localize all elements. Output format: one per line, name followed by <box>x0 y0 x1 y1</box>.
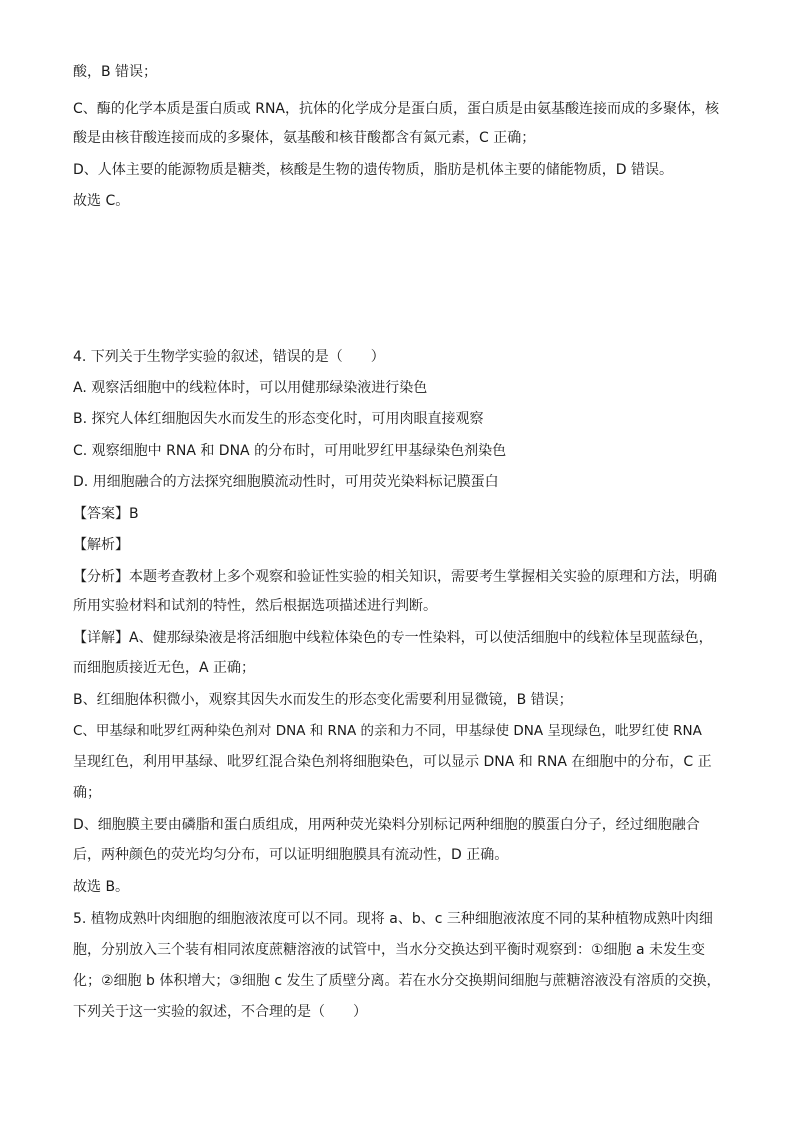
analysis-heading: 【解析】 <box>73 537 129 553</box>
text-line: 酸，B 错误； <box>73 64 158 80</box>
detail-text: 【详解】A、健那绿染液是将活细胞中线粒体染色的专一性染料，可以使活细胞中的线粒体呈现蓝绿色， <box>73 630 713 646</box>
detail-text: 后，两种颜色的荧光均匀分布，可以证明细胞膜具有流动性，D 正确。 <box>73 847 509 863</box>
question-stem: 化；②细胞 b 体积增大；③细胞 c 发生了质壁分离。若在水分交换期间细胞与蔗糖溶液没有溶质的交换， <box>73 973 721 989</box>
detail-text: D、细胞膜主要由磷脂和蛋白质组成，用两种荧光染料分别标记两种细胞的膜蛋白分子，经过细胞融合 <box>73 817 700 833</box>
analysis-text: 【分析】本题考查教材上多个观察和验证性实验的相关知识，需要考生掌握相关实验的原理和方法，明确 <box>73 569 717 585</box>
detail-text: B、红细胞体积微小，观察其因失水而发生的形态变化需要利用显微镜，B 错误； <box>73 692 573 708</box>
option-a: A. 观察活细胞中的线粒体时，可以用健那绿染液进行染色 <box>73 380 428 396</box>
analysis-text: 所用实验材料和试剂的特性，然后根据选项描述进行判断。 <box>73 598 437 614</box>
detail-text: 而细胞质接近无色，A 正确； <box>73 660 256 676</box>
question-stem: 5. 植物成熟叶肉细胞的细胞液浓度可以不同。现将 a、b、c 三种细胞液浓度不同的某种植物成熟叶肉细 <box>73 911 713 927</box>
question-stem: 胞，分别放入三个装有相同浓度蔗糖溶液的试管中，当水分交换达到平衡时观察到：①细胞 a 未发生变 <box>73 942 706 958</box>
text-line: 故选 C。 <box>73 193 130 209</box>
choice-text: 故选 B。 <box>73 879 130 895</box>
question-stem: 下列关于这一实验的叙述，不合理的是（ ） <box>73 1004 367 1020</box>
text-line: D、人体主要的能源物质是糖类，核酸是生物的遗传物质，脂肪是机体主要的储能物质，D 错误。 <box>73 162 674 178</box>
question-stem: 4. 下列关于生物学实验的叙述，错误的是（ ） <box>73 349 385 365</box>
option-d: D. 用细胞融合的方法探究细胞膜流动性时，可用荧光染料标记膜蛋白 <box>73 474 499 490</box>
detail-text: 呈现红色，利用甲基绿、吡罗红混合染色剂将细胞染色，可以显示 DNA 和 RNA 在细胞中的分布，C 正 <box>73 754 712 770</box>
detail-text: C、甲基绿和吡罗红两种染色剂对 DNA 和 RNA 的亲和力不同，甲基绿使 DNA 呈现绿色，吡罗红使 RNA <box>73 723 702 739</box>
detail-text: 确； <box>73 785 101 801</box>
text-line: C、酶的化学本质是蛋白质或 RNA，抗体的化学成分是蛋白质，蛋白质是由氨基酸连接而成的多聚体，核 <box>73 101 720 117</box>
option-b: B. 探究人体红细胞因失水而发生的形态变化时，可用肉眼直接观察 <box>73 411 484 427</box>
option-c: C. 观察细胞中 RNA 和 DNA 的分布时，可用吡罗红甲基绿染色剂染色 <box>73 443 507 459</box>
text-line: 酸是由核苷酸连接而成的多聚体，氨基酸和核苷酸都含有氮元素，C 正确； <box>73 130 536 146</box>
answer-label: 【答案】B <box>73 506 139 522</box>
